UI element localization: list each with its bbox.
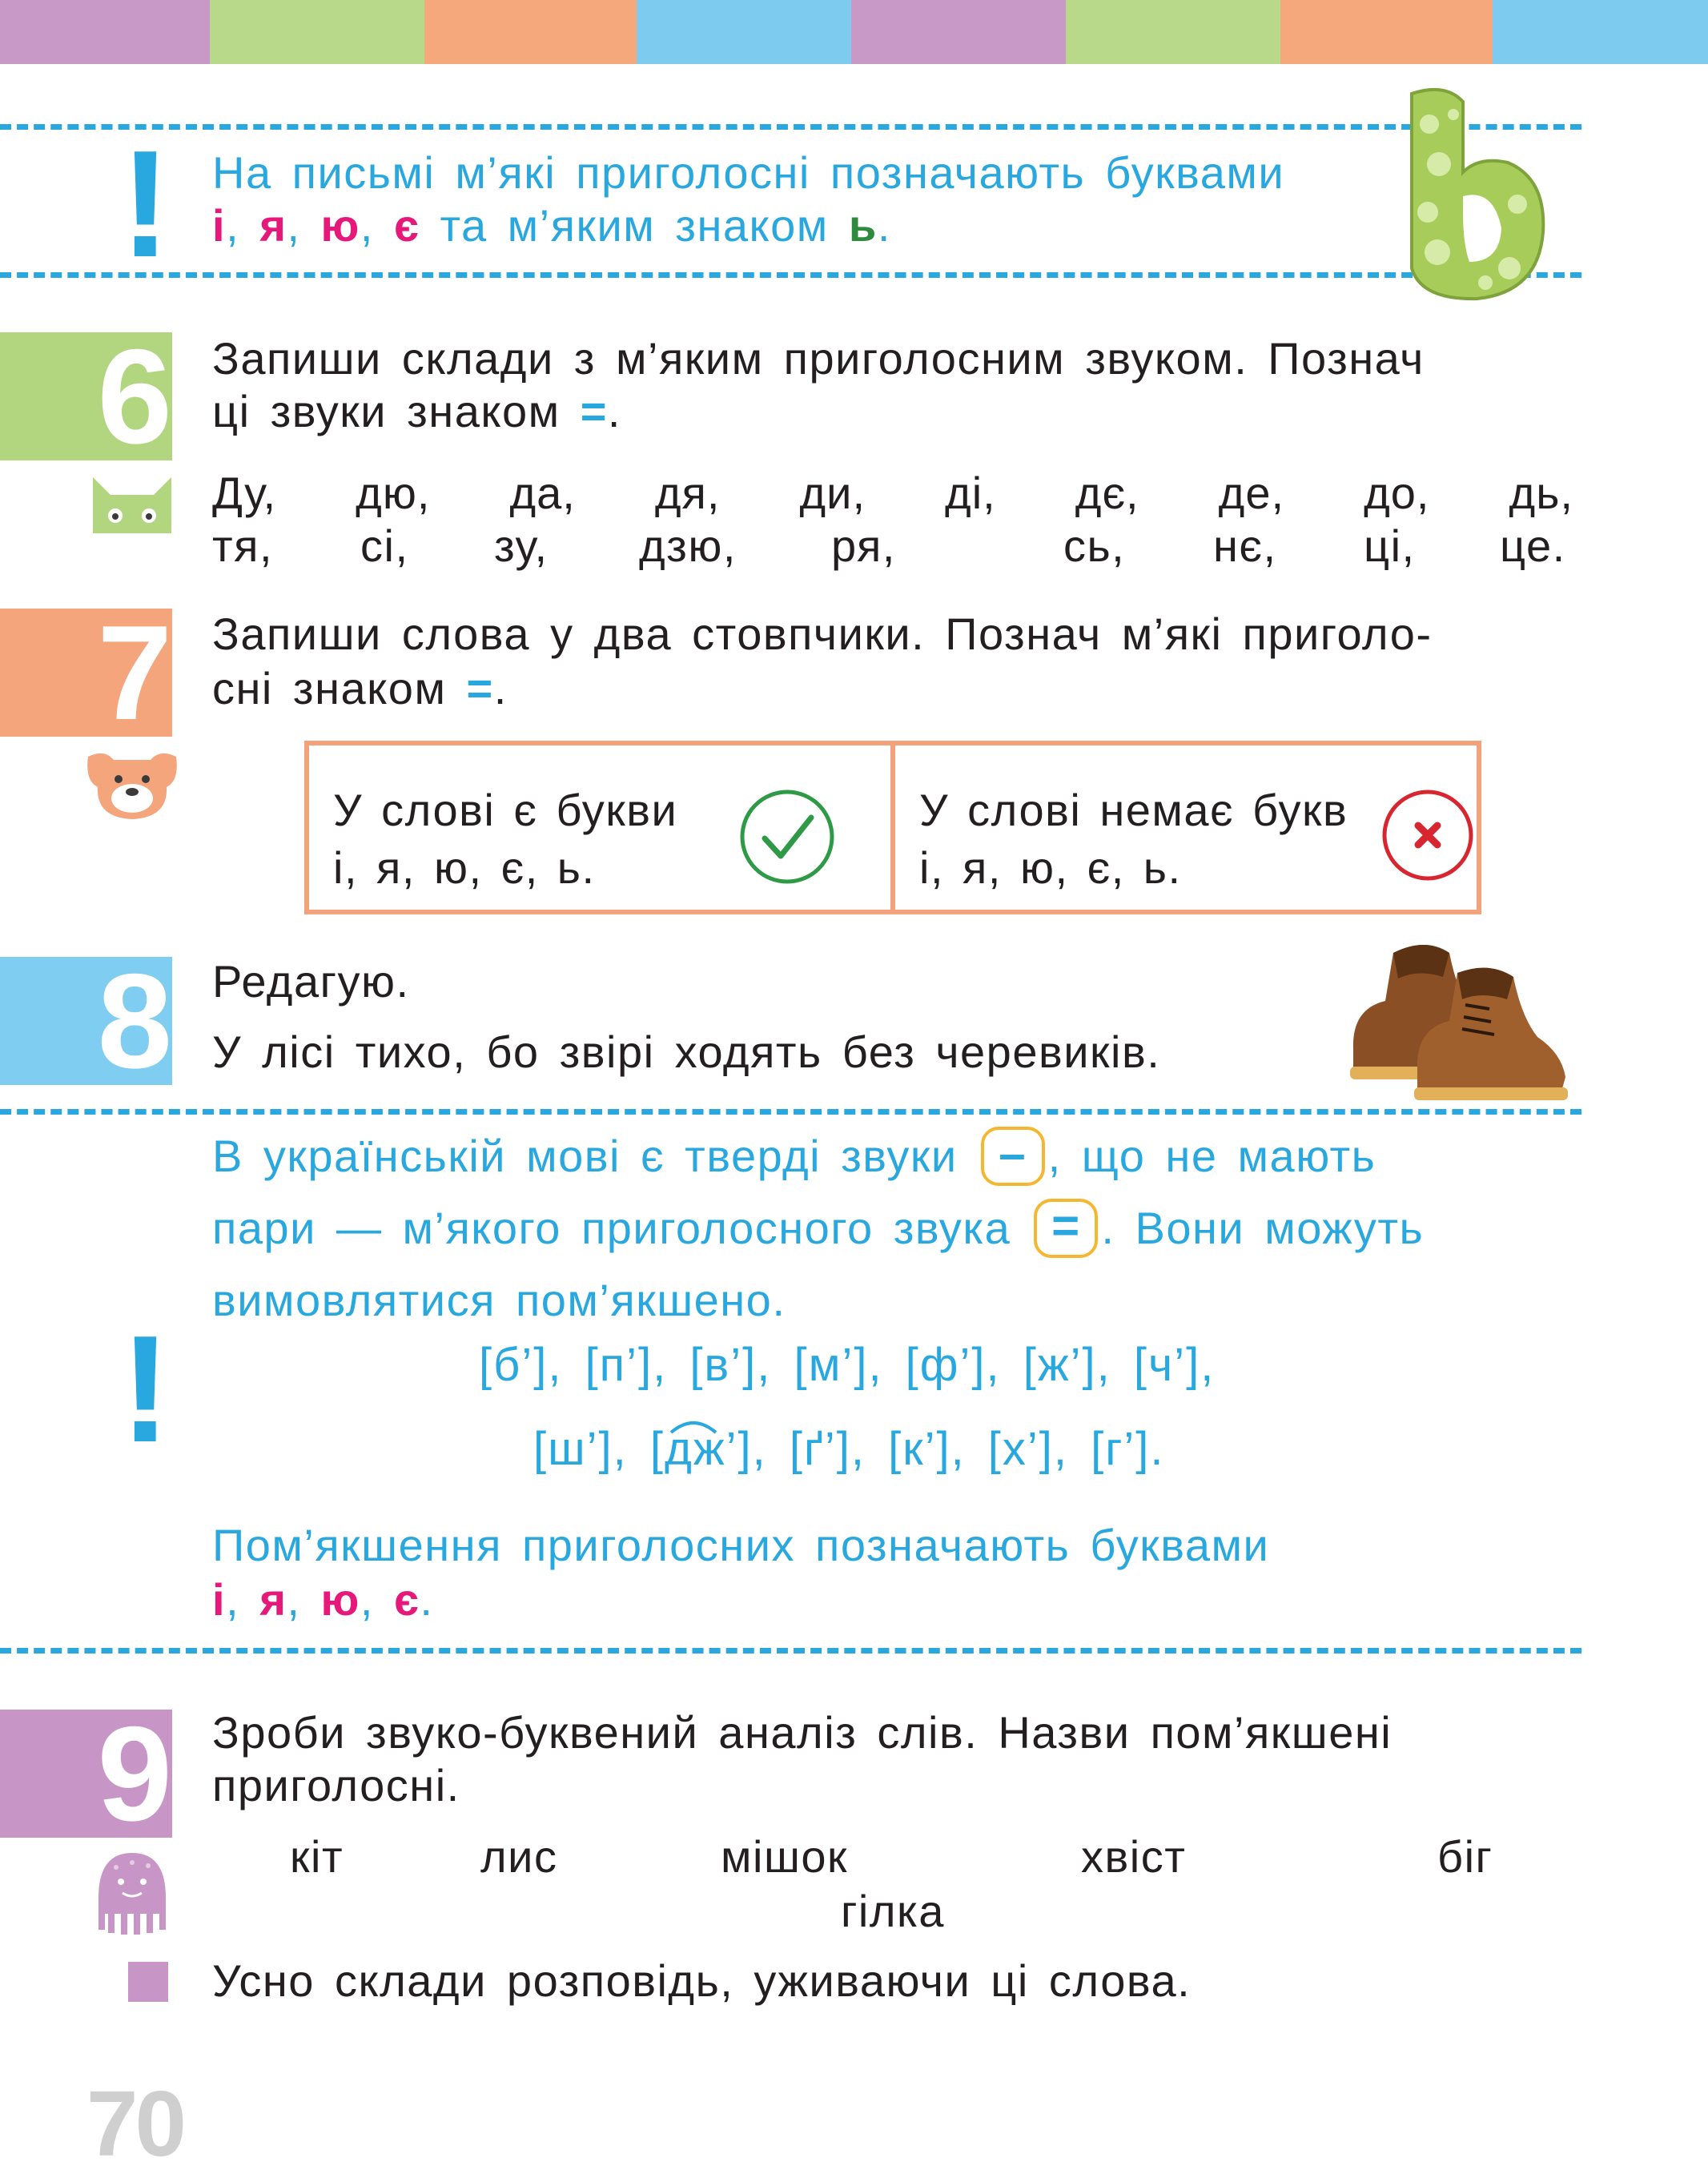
exercise-6-task-line1: Запиши склади з м’яким приголосним звуком. Познач xyxy=(212,333,1425,384)
oral-task: Усно склади розповідь, уживаючи ці слова. xyxy=(212,1955,1192,2006)
soft-sign-letter: ь xyxy=(848,200,878,251)
syllables-row-2 xyxy=(212,519,1573,573)
syllable: дзю, xyxy=(639,520,737,571)
syllable: Ду, xyxy=(212,468,277,518)
letter-ye: є xyxy=(393,1574,420,1625)
syllable: дю, xyxy=(356,468,431,518)
exercise-8-number: 8 xyxy=(0,957,172,1085)
syllable: до, xyxy=(1364,468,1430,518)
phonemes-line1: [б’], [п’], [в’], [м’], [ф’], [ж’], [ч’], xyxy=(479,1339,1216,1391)
rule1-line2: і, я, ю, є та м’яким знаком ь. xyxy=(212,200,891,251)
word-kit: кіт xyxy=(290,1831,344,1882)
dog-icon xyxy=(80,749,184,822)
exercise-7-number: 7 xyxy=(0,609,172,737)
syllable: тя, xyxy=(212,520,274,571)
stripe-1 xyxy=(0,0,210,64)
soft-mark-icon: = xyxy=(580,386,608,436)
phonemes-line2: [ш’], [дж ’], [ґ’], [к’], [х’], [г’]. xyxy=(533,1421,1165,1477)
letter-ye: є xyxy=(393,200,420,251)
word-bih: біг xyxy=(1437,1831,1493,1882)
rule1-tail: та м’яким знаком xyxy=(440,200,829,251)
exercise-6-task-line2: ці звуки знаком =. xyxy=(212,386,621,436)
rule2-line1: В українській мові є тверді звуки – , що не мають xyxy=(212,1129,1376,1189)
syllable: ці, xyxy=(1364,520,1416,571)
cross-icon xyxy=(1380,787,1476,883)
word-khvist: хвіст xyxy=(1081,1831,1187,1882)
letter-ya: я xyxy=(259,1574,287,1625)
letter-yu: ю xyxy=(320,200,360,251)
letter-i: і xyxy=(212,200,227,251)
stripe-8 xyxy=(1493,0,1708,64)
task-bullet-square xyxy=(128,1962,168,2002)
stripe-2 xyxy=(210,0,424,64)
divider-top xyxy=(0,124,1581,130)
syllable: ря, xyxy=(831,520,896,571)
page-number: 70 xyxy=(86,2072,184,2176)
checkmark-icon xyxy=(737,787,837,886)
stripe-4 xyxy=(637,0,851,64)
rule2-line3: вимовлятися пом’якшено. xyxy=(212,1275,786,1325)
syllable: це. xyxy=(1500,520,1566,571)
syllable: де, xyxy=(1218,468,1285,518)
stripe-7 xyxy=(1280,0,1493,64)
divider-rule2-bottom xyxy=(0,1648,1581,1654)
column-2-letters: і, я, ю, є, ь. xyxy=(919,842,1182,893)
exercise-7-task-line1: Запиши слова у два стовпчики. Познач м’які приголо- xyxy=(212,609,1433,659)
syllable: зу, xyxy=(494,520,549,571)
syllable: сь, xyxy=(1063,520,1126,571)
exercise-8-sentence: У лісі тихо, бо звірі ходять без черевиків. xyxy=(212,1027,1161,1077)
exercise-9-number: 9 xyxy=(0,1710,172,1838)
stripe-3 xyxy=(424,0,637,64)
rule1-line1: На письмі м’які приголосні позначають буквами xyxy=(212,147,1285,198)
exercise-6-number: 6 xyxy=(0,332,172,460)
syllable: ди, xyxy=(799,468,866,518)
rule2-letters: і, я, ю, є. xyxy=(212,1574,434,1625)
column-1-letters: і, я, ю, є, ь. xyxy=(333,842,596,893)
word-mishok: мішок xyxy=(721,1831,849,1882)
exercise-7-task-line2: сні знаком =. xyxy=(212,663,508,713)
letter-yu: ю xyxy=(320,1574,360,1625)
rule2-line4: Пом’якшення приголосних позначають буквами xyxy=(212,1520,1270,1570)
exercise-8-title: Редагую. xyxy=(212,956,410,1007)
dzh-ligature: дж xyxy=(665,1421,726,1477)
exclamation-icon: ! xyxy=(120,119,171,289)
soft-sound-icon: = xyxy=(1034,1199,1098,1258)
letter-i: і xyxy=(212,1574,227,1625)
rule2-line2: пари — м’якого приголосного звука = . Вони можуть xyxy=(212,1201,1424,1261)
syllable: дє, xyxy=(1075,468,1139,518)
syllable: ді, xyxy=(945,468,996,518)
exercise-9-task-line1: Зроби звуко-буквений аналіз слів. Назви пом’якшені xyxy=(212,1707,1393,1758)
syllables-row-1 xyxy=(212,466,1573,520)
column-with-letters xyxy=(309,745,890,910)
syllable: сі, xyxy=(360,520,409,571)
exercise-9-task-line2: приголосні. xyxy=(212,1760,460,1810)
stripe-6 xyxy=(1066,0,1280,64)
divider-rule2-top xyxy=(0,1109,1581,1115)
soft-mark-icon: = xyxy=(466,663,494,713)
octopus-icon xyxy=(92,1850,172,1938)
hard-sound-icon: – xyxy=(981,1127,1045,1186)
boots-icon xyxy=(1337,929,1569,1105)
letter-ya: я xyxy=(259,200,287,251)
column-1-heading: У слові є букви xyxy=(333,785,678,835)
syllable: нє, xyxy=(1213,520,1277,571)
soft-sign-bubble-icon xyxy=(1389,84,1549,308)
cat-icon xyxy=(88,471,176,535)
word-lys: лис xyxy=(480,1831,558,1882)
stripe-5 xyxy=(851,0,1066,64)
syllable: да, xyxy=(509,468,576,518)
word-hilka: гілка xyxy=(841,1886,945,1936)
column-without-letters xyxy=(890,745,1477,910)
tie-arc-icon xyxy=(668,1418,719,1436)
syllable: дя, xyxy=(654,468,721,518)
divider-rule1-bottom xyxy=(0,272,1581,278)
two-column-table xyxy=(304,741,1481,914)
exclamation-icon: ! xyxy=(120,1304,171,1474)
syllable: дь, xyxy=(1509,468,1573,518)
column-2-heading: У слові немає букв xyxy=(919,785,1348,835)
